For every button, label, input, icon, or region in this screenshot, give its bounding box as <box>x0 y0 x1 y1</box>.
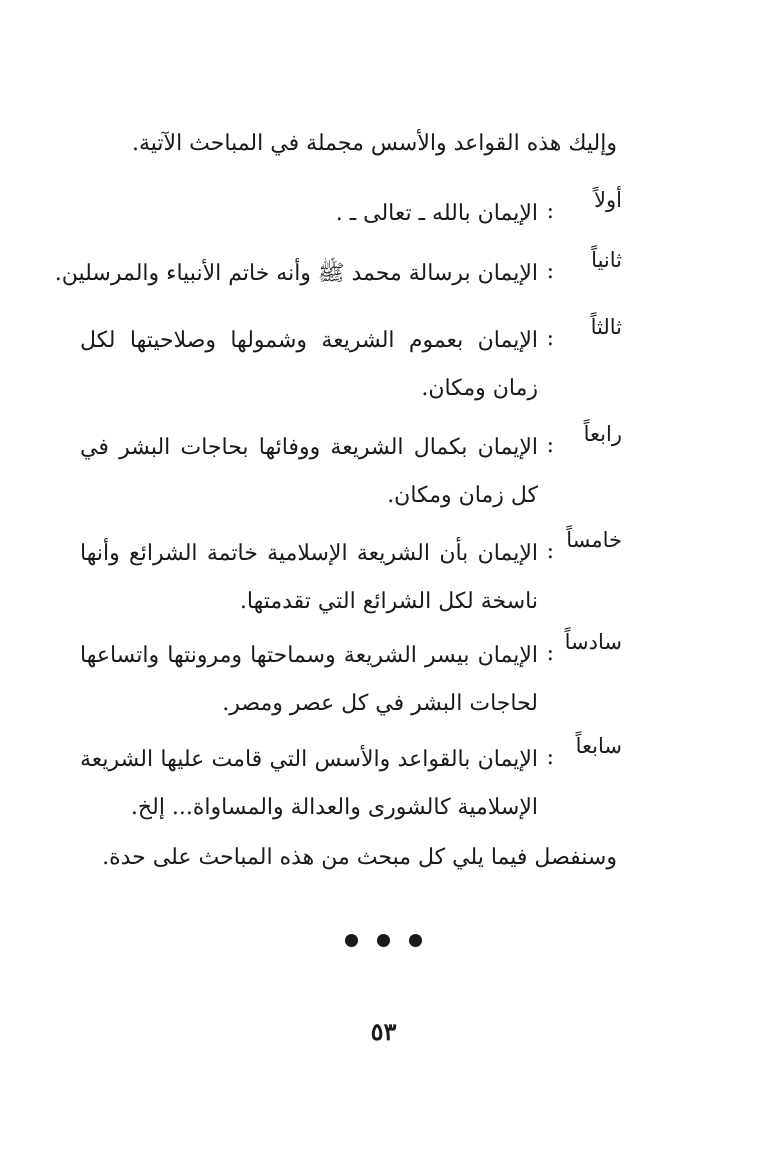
item-label: سابعاً <box>575 734 622 758</box>
item-text: الإيمان بالله ـ تعالى ـ . <box>335 201 538 226</box>
item-label: ثانياً <box>591 248 622 272</box>
item-label: أولاً <box>594 188 622 212</box>
item-colon: : <box>546 326 554 351</box>
closing-paragraph: وسنفصل فيما يلي كل مبحث من هذه المباحث على حدة. <box>102 845 617 870</box>
item-text: الإيمان بأن الشريعة الإسلامية خاتمة الشرائع وأنها ناسخة لكل الشرائع التي تقدمتها. <box>80 541 538 614</box>
item-text: الإيمان برسالة محمد ﷺ وأنه خاتم الأنبياء والمرسلين. <box>54 261 538 286</box>
item-colon: : <box>546 745 554 770</box>
separator-dot <box>377 934 390 947</box>
item-colon: : <box>546 641 554 666</box>
item-colon: : <box>546 539 554 564</box>
item-text: الإيمان بالقواعد والأسس التي قامت عليها الشريعة الإسلامية كالشورى والعدالة والمساواة... إلخ. <box>80 747 538 820</box>
item-colon: : <box>546 199 554 224</box>
item-text: الإيمان بعموم الشريعة وشمولها وصلاحيتها لكل زمان ومكان. <box>80 328 538 401</box>
item-text: الإيمان بكمال الشريعة ووفائها بحاجات البشر في كل زمان ومكان. <box>80 435 538 508</box>
item-colon: : <box>546 433 554 458</box>
section-separator <box>0 930 767 949</box>
item-text: الإيمان بيسر الشريعة وسماحتها ومرونتها واتساعها لحاجات البشر في كل عصر ومصر. <box>80 643 538 716</box>
page-number: ٥٣ <box>370 1017 397 1046</box>
item-label: سادساً <box>564 630 622 654</box>
item-colon: : <box>546 259 554 284</box>
intro-paragraph: وإليك هذه القواعد والأسس مجملة في المباحث الآتية. <box>131 131 617 156</box>
item-label: رابعاً <box>583 422 622 446</box>
item-label: خامساً <box>566 528 622 552</box>
separator-dot <box>409 934 422 947</box>
separator-dot <box>345 934 358 947</box>
item-label: ثالثاً <box>590 315 622 339</box>
